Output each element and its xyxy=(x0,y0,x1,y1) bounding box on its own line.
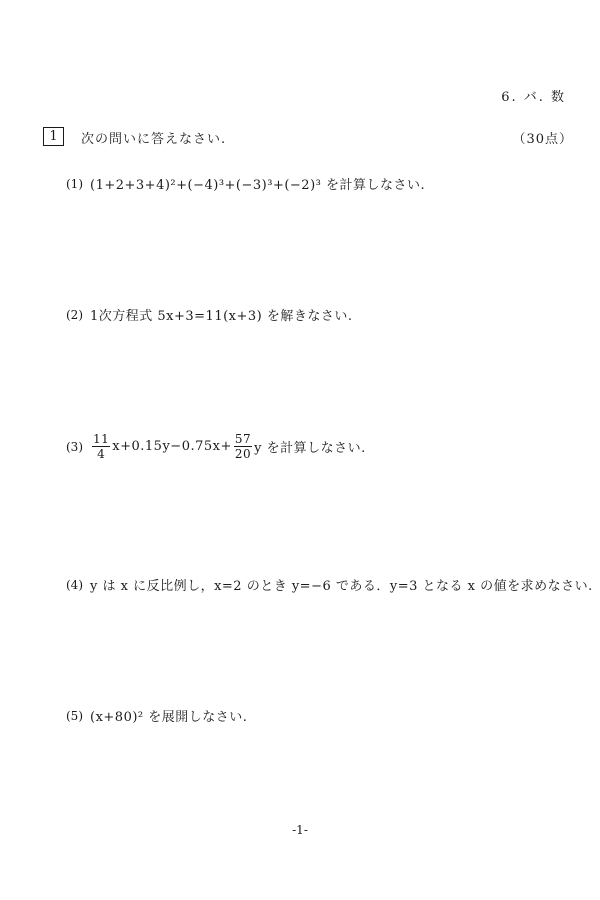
exam-code: 6. バ. 数 xyxy=(501,90,566,105)
question-3 xyxy=(66,432,366,461)
expression-middle: x+0.15y−0.75x+ xyxy=(112,439,232,454)
fraction-denominator: 20 xyxy=(234,447,252,461)
question-2 xyxy=(66,305,353,324)
section-instruction: 次の問いに答えなさい. xyxy=(81,132,227,147)
fraction-numerator: 57 xyxy=(234,432,252,446)
section-header xyxy=(43,127,573,149)
question-expression xyxy=(90,432,366,461)
question-number: (5) xyxy=(66,708,83,723)
question-1 xyxy=(66,174,425,193)
question-text: 1次方程式 5x+3=11(x+3) を解きなさい. xyxy=(90,309,353,324)
question-text: y は x に反比例し，x=2 のとき y=−6 である．y=3 となる x の値を求めなさい. xyxy=(90,579,593,594)
question-text: (x+80)² を展開しなさい. xyxy=(90,710,248,725)
expression-end: y を計算しなさい. xyxy=(254,441,366,456)
page-number: -1- xyxy=(292,823,308,837)
fraction-57-over-20 xyxy=(234,432,252,461)
section-number-box: 1 xyxy=(43,127,64,146)
question-5 xyxy=(66,706,247,725)
fraction-numerator: 11 xyxy=(93,432,110,446)
question-text: (1+2+3+4)²+(−4)³+(−3)³+(−2)³ を計算しなさい. xyxy=(90,178,426,193)
question-number: (2) xyxy=(66,307,83,322)
section-points: （30点） xyxy=(512,132,573,147)
question-number: (1) xyxy=(66,176,83,191)
fraction-11-over-4 xyxy=(92,432,110,461)
question-4 xyxy=(66,575,593,594)
question-number: (3) xyxy=(66,439,83,454)
question-number: (4) xyxy=(66,577,83,592)
fraction-denominator: 4 xyxy=(97,447,106,461)
